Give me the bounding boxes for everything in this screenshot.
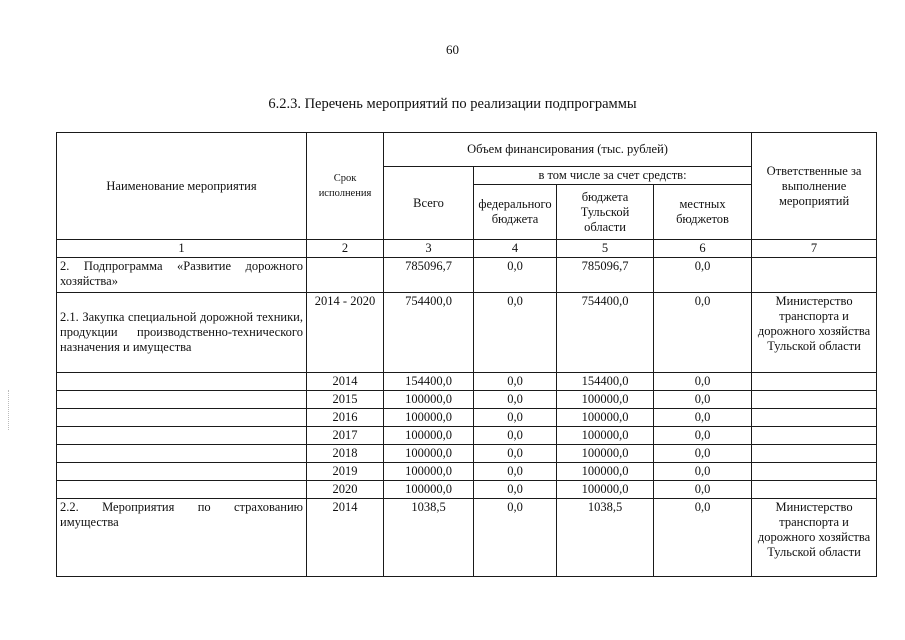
regional-amount: 154400,0 [557,373,654,391]
activity-term: 2017 [307,427,384,445]
activity-name [57,445,307,463]
federal-amount: 0,0 [474,373,557,391]
table-row [57,373,877,391]
activity-name: 2. Подпрограмма «Развитие дорожного хозяйства» [57,258,307,293]
federal-amount: 0,0 [474,293,557,373]
header-including: в том числе за счет средств: [474,167,752,185]
regional-amount: 1038,5 [557,499,654,577]
responsible-party [752,445,877,463]
local-amount: 0,0 [654,391,752,409]
responsible-party [752,481,877,499]
table-row [57,293,877,373]
activity-name [57,391,307,409]
regional-amount: 754400,0 [557,293,654,373]
regional-amount: 100000,0 [557,409,654,427]
column-number-row [57,240,877,258]
page-number: 60 [446,42,459,57]
column-number: 7 [752,240,877,258]
header-federal: федерального бюджета [474,185,557,240]
header-total: Всего [384,167,474,240]
activity-term: 2020 [307,481,384,499]
federal-amount: 0,0 [474,445,557,463]
activity-term [307,258,384,293]
total-amount: 100000,0 [384,481,474,499]
table-row [57,463,877,481]
header-financing: Объем финансирования (тыс. рублей) [384,133,752,167]
activity-name [57,463,307,481]
federal-amount: 0,0 [474,481,557,499]
responsible-party [752,391,877,409]
local-amount: 0,0 [654,499,752,577]
total-amount: 785096,7 [384,258,474,293]
local-amount: 0,0 [654,373,752,391]
activity-term: 2014 [307,373,384,391]
activity-term: 2019 [307,463,384,481]
regional-amount: 785096,7 [557,258,654,293]
responsible-party [752,258,877,293]
activity-name: 2.2. Мероприятия по страхованию имущества [57,499,307,577]
federal-amount: 0,0 [474,463,557,481]
table-row [57,481,877,499]
header-responsible: Ответственные за выполнение мероприятий [752,133,877,240]
scan-margin-marks [8,390,10,430]
header-name: Наименование мероприятия [57,133,307,240]
responsible-party: Министерство транспорта и дорожного хозяйства Тульской области [752,293,877,373]
activity-name [57,409,307,427]
local-amount: 0,0 [654,481,752,499]
responsible-party [752,409,877,427]
activity-name [57,427,307,445]
activity-term: 2014 - 2020 [307,293,384,373]
column-number: 3 [384,240,474,258]
table-row [57,391,877,409]
federal-amount: 0,0 [474,409,557,427]
activity-term: 2015 [307,391,384,409]
total-amount: 100000,0 [384,463,474,481]
local-amount: 0,0 [654,445,752,463]
total-amount: 154400,0 [384,373,474,391]
local-amount: 0,0 [654,293,752,373]
header-regional: бюджета Тульской области [557,185,654,240]
activity-term: 2018 [307,445,384,463]
activity-name [57,373,307,391]
regional-amount: 100000,0 [557,391,654,409]
responsible-party: Министерство транспорта и дорожного хозяйства Тульской области [752,499,877,577]
table-row [57,445,877,463]
activity-name [57,481,307,499]
total-amount: 1038,5 [384,499,474,577]
total-amount: 100000,0 [384,427,474,445]
local-amount: 0,0 [654,409,752,427]
regional-amount: 100000,0 [557,427,654,445]
federal-amount: 0,0 [474,499,557,577]
column-number: 4 [474,240,557,258]
total-amount: 100000,0 [384,409,474,427]
column-number: 2 [307,240,384,258]
activity-term: 2014 [307,499,384,577]
table-row [57,258,877,293]
page-title: 6.2.3. Перечень мероприятий по реализации подпрограммы [268,96,637,112]
column-number: 5 [557,240,654,258]
responsible-party [752,463,877,481]
total-amount: 100000,0 [384,445,474,463]
regional-amount: 100000,0 [557,481,654,499]
table-row [57,409,877,427]
header-local: местных бюджетов [654,185,752,240]
regional-amount: 100000,0 [557,445,654,463]
table-row [57,427,877,445]
local-amount: 0,0 [654,463,752,481]
column-number: 1 [57,240,307,258]
activity-term: 2016 [307,409,384,427]
responsible-party [752,427,877,445]
federal-amount: 0,0 [474,391,557,409]
total-amount: 754400,0 [384,293,474,373]
header-term: Срок исполнения [307,133,384,240]
responsible-party [752,373,877,391]
local-amount: 0,0 [654,427,752,445]
federal-amount: 0,0 [474,258,557,293]
total-amount: 100000,0 [384,391,474,409]
regional-amount: 100000,0 [557,463,654,481]
activity-name: 2.1. Закупка специальной дорожной техники, продукции производственно-технического назначения и имущества [57,293,307,373]
local-amount: 0,0 [654,258,752,293]
activities-table [56,132,877,577]
column-number: 6 [654,240,752,258]
table-row [57,499,877,577]
federal-amount: 0,0 [474,427,557,445]
